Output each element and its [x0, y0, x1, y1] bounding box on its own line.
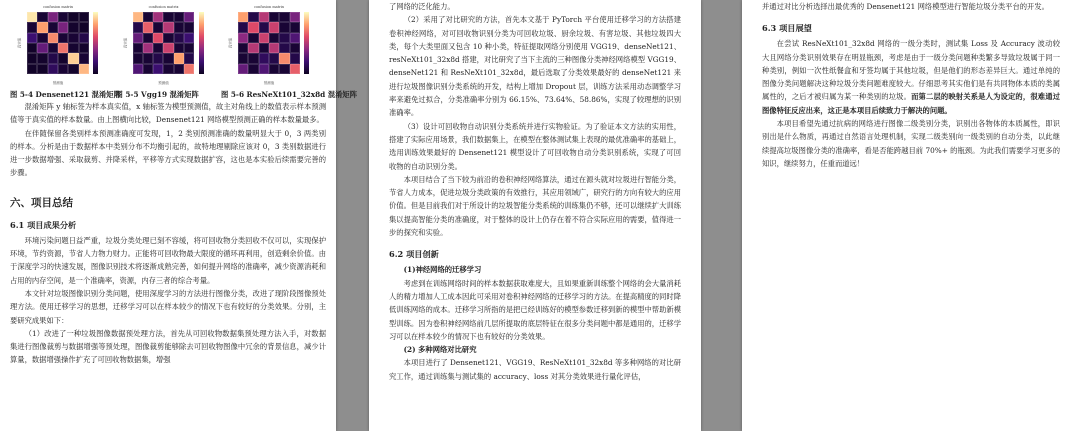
confusion-matrix-chart [116, 2, 221, 90]
figure-resnext101 [221, 2, 358, 100]
heatmap-cell [143, 53, 153, 63]
heatmap-cell [269, 12, 279, 22]
heatmap-cell [163, 43, 173, 53]
heatmap-cell [68, 12, 78, 22]
heatmap-cell [48, 64, 58, 74]
emphasized-text: 而第二层的映射关系是人为设定的，很难通过图像特征反应出来，这正是本项目后续致力于解决的问题。 [762, 92, 1060, 115]
heatmap-cell [68, 53, 78, 63]
heatmap-cell [153, 64, 163, 74]
heatmap-cell [174, 53, 184, 63]
heatmap-cell [174, 64, 184, 74]
heatmap-cell [37, 12, 47, 22]
paragraph: 本文针对垃圾图像识别分类问题，使用深度学习的方法进行图像分类，改进了现阶段图像预处理方法。使用迁移学习的思想，迁移学习可以在样本较少的情况下也有较好的分类效果。分别，主要研究成果如下： [10, 288, 326, 325]
heatmap-cell [290, 22, 300, 32]
heatmap-cell [27, 53, 37, 63]
heatmap-cell [174, 22, 184, 32]
heatmap-cell [133, 22, 143, 32]
heatmap-cell [184, 43, 194, 53]
heatmap-cell [37, 43, 47, 53]
heatmap-cell [27, 22, 37, 32]
color-bar [93, 12, 98, 74]
color-bar [199, 12, 204, 74]
heatmap-cell [163, 12, 173, 22]
heatmap-cell [133, 33, 143, 43]
heatmap-grid [133, 12, 195, 74]
heatmap-cell [143, 43, 153, 53]
heatmap-cell [248, 33, 258, 43]
heatmap-cell [279, 12, 289, 22]
heatmap-cell [79, 22, 89, 32]
paragraph: （1）改进了一种垃圾图像数据预处理方法，首先从可回收物数据集预处理方法入手，对数据集进行图像裁剪与数据增强等预处理，图像裁剪能够除去可回收物图像中冗余的背景信息，减少计算量，数据增强操作扩充了可回收物数据集，增强 [10, 328, 326, 365]
confusion-matrix-chart [221, 2, 326, 90]
heatmap-cell [143, 22, 153, 32]
heatmap-cell [58, 33, 68, 43]
heatmap-cell [259, 43, 269, 53]
chart-title: confusion matrix [148, 5, 179, 9]
chart-title: confusion matrix [43, 5, 73, 9]
heatmap-cell [58, 22, 68, 32]
paragraph: 并通过对比分析选择出最优秀的 Densenet121 网络模型进行智能垃圾分类平台的开发。 [762, 2, 1049, 11]
heatmap-cell [48, 33, 58, 43]
heatmap-cell [27, 33, 37, 43]
y-axis-label: 真实值 [228, 37, 233, 49]
heatmap-cell [290, 12, 300, 22]
heatmap-cell [37, 64, 47, 74]
heatmap-cell [37, 33, 47, 43]
heatmap-cell [58, 64, 68, 74]
heatmap-cell [163, 64, 173, 74]
heatmap-cell [58, 12, 68, 22]
heatmap-cell [133, 64, 143, 74]
heatmap-cell [248, 12, 258, 22]
heatmap-cell [238, 33, 248, 43]
heatmap-cell [79, 53, 89, 63]
heatmap-cell [133, 53, 143, 63]
heatmap-cell [269, 53, 279, 63]
heatmap-cell [279, 53, 289, 63]
heatmap-grid [238, 12, 300, 74]
paragraph: 在伴随保留各类别样本预测准确度可发现，1，2 类别预测准确的数量明显大于 0，3 两类别的样本。分析是由于数据样本中类别分布不均衡引起的，故特地理剔除应该对 0，3 类别数据进行进一步数据增强、采取裁剪、并降采样，平移等方式实现数据扩容，这也是本实验后续需要完善的步骤。 [10, 128, 326, 178]
heatmap-cell [290, 43, 300, 53]
heatmap-cell [68, 33, 78, 43]
heatmap-cell [279, 33, 289, 43]
heatmap-cell [269, 33, 279, 43]
heatmap-cell [79, 12, 89, 22]
heatmap-cell [184, 33, 194, 43]
subsection-heading: 6.3 项目展望 [762, 23, 812, 34]
heatmap-cell [48, 43, 58, 53]
x-axis-label: 预测值 [52, 81, 64, 85]
x-axis-label: 预测值 [263, 81, 275, 85]
figure-caption: 图 5-4 Densenet121 混淆矩阵 [10, 90, 121, 99]
heatmap-cell [68, 64, 78, 74]
heatmap-cell [248, 43, 258, 53]
heatmap-cell [174, 43, 184, 53]
heatmap-cell [37, 53, 47, 63]
paragraph: 环境污染问题日益严重，垃圾分类处理已刻不容缓，将可回收物分类回收不仅可以，实现保护环境，节约资源，节省人力物力财力。正能将可回收物最大限度的循环再利用，创造剩余价值。由于深度学习的快速发展，图像识别技术将逐渐成熟完善，如何提升网络的准确率，减少资源消耗和占用的内存空间，是一个准确率，资源，内存三者的综合考量。 [10, 235, 326, 285]
heatmap-cell [153, 53, 163, 63]
heatmap-cell [259, 12, 269, 22]
subsection-heading: 6.1 项目成果分析 [10, 219, 77, 230]
heatmap-cell [184, 64, 194, 74]
heatmap-cell [153, 22, 163, 32]
paragraph: （3）设计可回收物自动识别分类系统并进行实物验证。为了验证本文方法的实用性，搭建了实际应用场景，我们数据集上，在模型在整体测试集上表现的最优准确率的基础上，选用训练效果最好的 Densenet121 模型设计了可回收物自动分类识别系统，实现了可回收物的自动识别分类。 [389, 121, 681, 171]
heatmap-cell [184, 53, 194, 63]
x-axis-label: 预测值 [158, 81, 169, 85]
sub-subsection-heading: (2) 多种网络对比研究 [403, 345, 477, 355]
heatmap-cell [68, 43, 78, 53]
heatmap-cell [143, 64, 153, 74]
heatmap-cell [48, 53, 58, 63]
heatmap-cell [27, 43, 37, 53]
sub-subsection-heading: (1)神经网络的迁移学习 [403, 265, 482, 275]
subsection-heading: 6.2 项目创新 [389, 249, 439, 260]
heatmap-cell [238, 43, 248, 53]
heatmap-cell [238, 53, 248, 63]
confusion-matrix-chart [10, 2, 115, 90]
heatmap-cell [143, 12, 153, 22]
figure-row [10, 2, 358, 100]
heatmap-cell [79, 33, 89, 43]
heatmap-cell [79, 64, 89, 74]
heatmap-cell [133, 12, 143, 22]
heatmap-cell [238, 12, 248, 22]
heatmap-cell [133, 43, 143, 53]
heatmap-cell [238, 64, 248, 74]
heatmap-cell [269, 22, 279, 32]
heatmap-cell [248, 22, 258, 32]
heatmap-cell [153, 33, 163, 43]
heatmap-cell [153, 12, 163, 22]
heatmap-cell [163, 53, 173, 63]
figure-densenet121 [10, 2, 121, 100]
heatmap-cell [174, 33, 184, 43]
heatmap-cell [48, 12, 58, 22]
heatmap-cell [48, 22, 58, 32]
heatmap-cell [58, 43, 68, 53]
heatmap-cell [153, 43, 163, 53]
heatmap-cell [58, 53, 68, 63]
heatmap-cell [259, 64, 269, 74]
paragraph [762, 37, 1060, 117]
y-axis-label: 真实值 [17, 37, 22, 49]
heatmap-cell [279, 43, 289, 53]
heatmap-cell [27, 12, 37, 22]
heatmap-cell [184, 22, 194, 32]
paragraph: （2）采用了对比研究的方法，首先本文基于 PyTorch 平台使用迁移学习的方法搭建卷积神经网络，对可回收物识别分类为可回收垃圾、厨余垃圾、有害垃圾、其他垃圾四大类，每个大类里面又包含 10 种小类，特征提取网络分别使用 VGG19、denseNet121、resNeXt101_32x8d 搭建，对比研究了当下主流的三种图像分类神经网络模型 VGG19、denseNet121 和 ResNeXt101_32x8d，最后选取了分类效果最好的 denseNet121 来进行垃圾图像识别分类系统的开发，结构上增加 Dropout 层，训练方法采用动态调整学习率来避免过拟合，分类准确率分别为 66.15%、73.64%、58.86%，实现了较理想的识别准确率。 [389, 15, 681, 118]
heatmap-cell [238, 22, 248, 32]
heatmap-cell [259, 53, 269, 63]
document-page-3 [742, 0, 1080, 431]
document-page-1 [0, 0, 358, 431]
heatmap-cell [279, 64, 289, 74]
heatmap-cell [269, 64, 279, 74]
heatmap-cell [248, 64, 258, 74]
document-page-2 [369, 0, 701, 431]
heatmap-cell [163, 22, 173, 32]
paragraph-text: 在尝试 ResNeXt101_32x8d 网络的一级分类时，测试集 Loss 及 Accuracy 波动较大且网络分类识别效果存在明显瓶颈，考虑是由于一级分类问题种类繁多导致垃圾属于同一种类别，例如一次性纸餐盒和牙签均属于其他垃圾，但是他们的形态差异巨大。通过单纯的图像分类问题解决这种垃圾分类问题难度较大。仔细思考其实他们是有共同物体本质的类属属性的，之后才被归属为某一种类别的垃圾。 [762, 39, 1060, 102]
heatmap-cell [248, 53, 258, 63]
figure-caption: 图 5-6 ResNeXt101_32x8d 混淆矩阵 [221, 90, 358, 99]
color-bar [304, 12, 309, 74]
chart-title: confusion matrix [254, 5, 284, 9]
paragraph: 本项目进行了 Densenet121、VGG19、ResNeXt101_32x8d 等多种网络的对比研究工作，通过训练集与测试集的 accuracy、loss 对其分类效果进行量化评估， [389, 358, 681, 381]
heatmap-cell [279, 22, 289, 32]
paragraph: 了网络的泛化能力。 [389, 2, 455, 11]
section-heading: 六、项目总结 [10, 196, 73, 209]
heatmap-cell [259, 22, 269, 32]
heatmap-grid [27, 12, 89, 74]
paragraph: 考虑到在训练网络时间的样本数据获取难度大，且如果重新训练整个网络的会大量消耗人的精力增加人工成本因此可采用对卷积神经网络的迁移学习的方法。在提高精度的同时降低训练网络的成本。迁移学习所指的是把已经训练好的模型参数迁移到新的模型中帮助新模型训练。因为卷积神经网络前几层所提取的底层特征在很多分类问题中都是通用的，迁移学习可以在样本较少的情况下也有较好的分类效果。 [389, 278, 681, 341]
paragraph: 混淆矩阵 y 轴标签为样本真实值，x 轴标签为模型预测值，故主对角线上的数值表示样本预测值等于真实值的样本数量。由上图横向比较，Densenet121 网络模型预测正确的样本数量最多。 [10, 102, 326, 125]
heatmap-cell [290, 33, 300, 43]
heatmap-cell [37, 22, 47, 32]
heatmap-cell [79, 43, 89, 53]
heatmap-cell [269, 43, 279, 53]
heatmap-cell [27, 64, 37, 74]
heatmap-cell [290, 53, 300, 63]
heatmap-cell [163, 33, 173, 43]
heatmap-cell [290, 64, 300, 74]
paragraph: 本项目希望先通过抗病的网络进行图像二级类别分类，识别出各物体的本质属性，即识别出是什么物质，再通过自然语言处理机制，实现二级类别向一级类别的自动分类，以此继续提高垃圾图像分类的准确率，看是否能跨越目前 70%+ 的瓶颈。为此我们需要学习更多的知识，继续努力，任重而道远！ [762, 119, 1060, 168]
heatmap-cell [143, 33, 153, 43]
figure-caption: 图 5-5 Vgg19 混淆矩阵 [115, 90, 199, 99]
heatmap-cell [184, 12, 194, 22]
heatmap-cell [174, 12, 184, 22]
paragraph: 本项目结合了当下较为前沿的卷积神经网络算法，通过在源头就对垃圾进行智能分类，节省人力成本，促进垃圾分类政策的有效推行，其应用领域广，研究行的方向有较大的应用价值。但是目前我们对于所设计的垃圾智能分类系统的训练集仍不够，还可以继续扩大训练集以提高智能分类的准确度，对于整体的设计上仍存在着不符合实际应用的需要，值得进一步的探究和实验。 [389, 174, 681, 238]
figure-vgg19 [116, 2, 221, 100]
y-axis-label: 真实值 [122, 37, 127, 49]
heatmap-cell [259, 33, 269, 43]
heatmap-cell [68, 22, 78, 32]
